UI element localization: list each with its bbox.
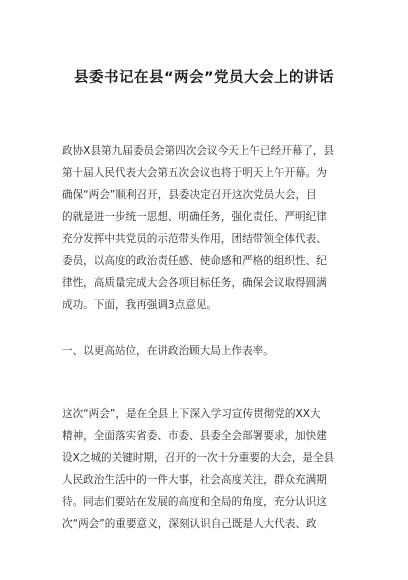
text-line: 精神，全面落实省委、市委、县委全会部署要求，加快建 [62, 430, 327, 442]
text-line: 政协X县第九届委员会第四次会议今天上午已经开幕了，县 [62, 145, 335, 157]
section-heading-text: 一、以更高站位，在讲政治顾大局上作表率。 [62, 345, 274, 357]
text-line: 人民政治生活中的一件大事，社会高度关注，群众充满期 [62, 474, 327, 486]
text-line: 成功。下面，我再强调3点意见。 [62, 299, 218, 311]
text-line: 第十届人民代表大会第五次会议也将于明天上午开幕。为 [62, 167, 327, 179]
text-line: 待。同志们要站在发展的高度和全局的角度，充分认识这 [62, 496, 327, 508]
text-line: 这次“两会”，是在全县上下深入学习宣传贯彻党的XX大 [62, 408, 321, 420]
paragraph-opening [62, 140, 352, 316]
section-heading-one [62, 340, 352, 362]
text-line: 律性，高质量完成大会各项目标任务，确保会议取得圆满 [62, 277, 327, 289]
text-line: 的就是进一步统一思想、明确任务，强化责任、严明纪律 [62, 211, 327, 223]
text-line: 充分发挥中共党员的示范带头作用，团结带领全体代表、 [62, 233, 327, 245]
text-line: 委员，以高度的政治责任感、使命感和严格的组织性、纪 [62, 255, 327, 267]
text-line: 次“两会”的重要意义，深刻认识自己既是人大代表、政 [62, 518, 317, 530]
text-line: 确保“两会”顺利召开，县委决定召开这次党员大会，目 [62, 189, 317, 201]
document-title: 县委书记在县“两会”党员大会上的讲话 [73, 70, 335, 86]
paragraph-body [62, 403, 352, 535]
text-line: 设X之城的关键时期，召开的一次十分重要的大会，是全县 [62, 452, 335, 464]
